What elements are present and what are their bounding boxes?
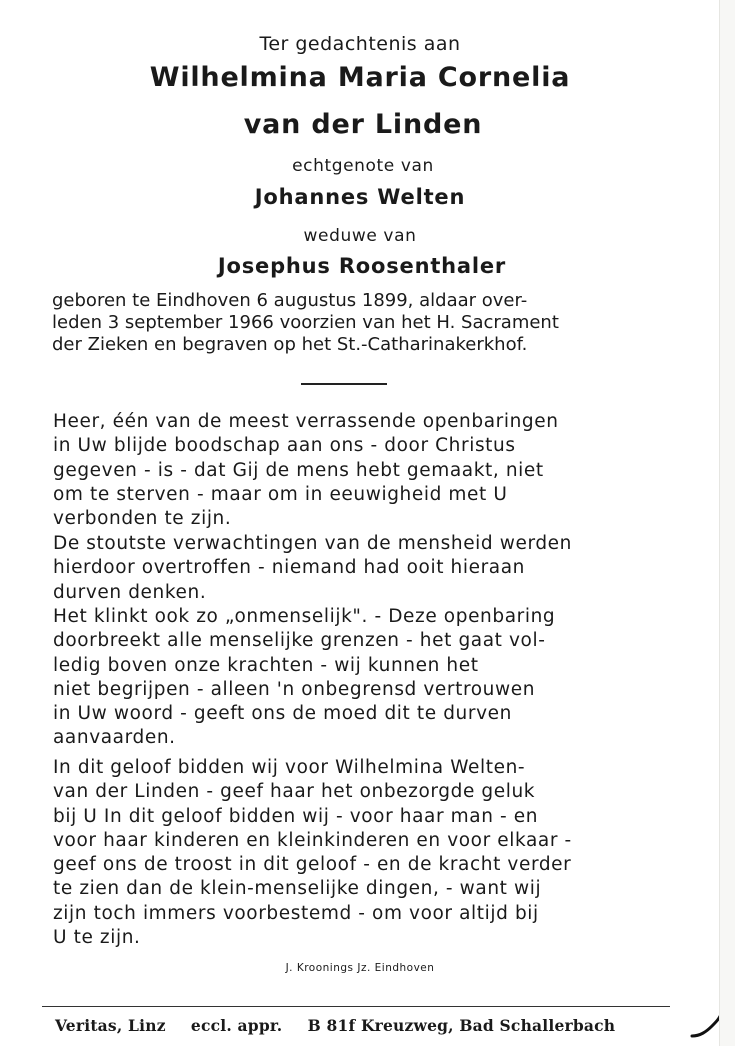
prayer-line: geef ons de troost in dit geloof - en de kracht verder <box>53 854 572 876</box>
prayer-line: zijn toch immers voorbestemd - om voor altijd bij <box>53 902 539 924</box>
prayer-line: verbonden te zijn. <box>53 508 232 530</box>
prayer-line: om te sterven - maar om in eeuwigheid met U <box>53 483 508 505</box>
deceased-name-line2: van der Linden <box>243 109 483 140</box>
prayer-line: Heer, één van de meest verrassende openbaringen <box>53 411 559 432</box>
intro-text: Ter gedachtenis aan <box>259 33 461 55</box>
prayer-line: in Uw woord - geeft ons de moed dit te durven <box>53 703 512 725</box>
biography <box>52 290 638 356</box>
widow-label: weduwe van <box>303 226 417 246</box>
prayer-paragraph-4 <box>53 756 645 950</box>
prayer-line: durven denken. <box>53 581 207 603</box>
card-edge <box>719 0 735 1046</box>
biography-line: der Zieken en begraven op het St.-Catharinakerkhof. <box>52 334 528 355</box>
spouse-label: echtgenote van <box>292 156 434 176</box>
publisher-name: Veritas, Linz <box>55 1016 166 1035</box>
deceased-name-line1: Wilhelmina Maria Cornelia <box>149 62 571 93</box>
prayer-paragraph-1 <box>53 410 645 531</box>
prayer-line: Het klinkt ook zo „onmenselijk". - Deze openbaring <box>53 606 556 627</box>
prayer-line: voor haar kinderen en kleinkinderen en voor elkaar - <box>53 829 572 851</box>
biography-line: leden 3 september 1966 voorzien van het H. Sacrament <box>52 312 559 333</box>
prayer-line: hierdoor overtroffen - niemand had ooit hieraan <box>53 557 525 579</box>
prayer-line: ledig boven onze krachten - wij kunnen het <box>53 654 479 676</box>
section-divider <box>301 383 387 385</box>
prayer-line: gegeven - is - dat Gij de mens hebt gemaakt, niet <box>53 459 544 481</box>
prayer-line: U te zijn. <box>53 927 141 949</box>
prayer-paragraph-3 <box>53 605 645 751</box>
prayer-line: van der Linden - geef haar het onbezorgde geluk <box>53 781 536 803</box>
prayer-line: In dit geloof bidden wij voor Wilhelmina Welten- <box>53 757 526 778</box>
biography-line: geboren te Eindhoven 6 augustus 1899, aldaar over- <box>52 290 528 311</box>
prayer-line: in Uw blijde boodschap aan ons - door Christus <box>53 435 516 457</box>
prayer-line: aanvaarden. <box>53 727 176 749</box>
prayer-line: bij U In dit geloof bidden wij - voor haar man - en <box>53 805 539 827</box>
printer-credit: J. Kroonings Jz. Eindhoven <box>285 962 435 974</box>
print-reference: B 81f Kreuzweg, Bad Schallerbach <box>307 1016 616 1035</box>
first-husband-name: Josephus Roosenthaler <box>217 254 507 278</box>
publisher-line <box>55 1016 675 1035</box>
spouse-name: Johannes Welten <box>254 185 466 209</box>
prayer-paragraph-2 <box>53 532 645 605</box>
prayer-line: niet begrijpen - alleen 'n onbegrensd vertrouwen <box>53 678 536 700</box>
prayer-line: te zien dan de klein-menselijke dingen, - want wij <box>53 878 542 900</box>
footer-rule <box>42 1006 670 1007</box>
prayer-line: doorbreekt alle menselijke grenzen - het gaat vol- <box>53 630 546 652</box>
ecclesiastical-approval: eccl. appr. <box>190 1016 283 1035</box>
prayer-line: De stoutste verwachtingen van de mensheid werden <box>53 533 572 554</box>
